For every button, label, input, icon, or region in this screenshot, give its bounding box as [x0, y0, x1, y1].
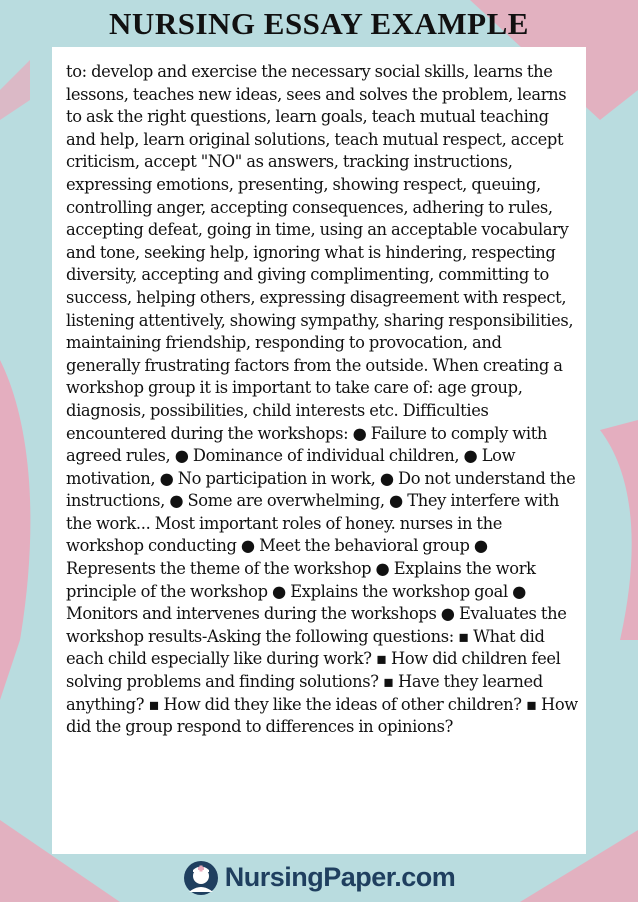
page-title: NURSING ESSAY EXAMPLE [109, 6, 529, 41]
essay-body-text: to: develop and exercise the necessary social skills, learns the lessons, teaches new ideas, sees and solves the problem, learns to ask the right questions, learn goals, teach mutual teaching and help, learn original solutions, teach mutual respect, accept criticism, accept "NO" as answers, tracking instructions, expressing emotions, presenting, showing respect, queuing, controlling anger, accepting consequences, adhering to rules, accepting defeat, going in time, using an acceptable vocabulary and tone, seeking help, ignoring what is hindering, respecting diversity, accepting and giving complimenting, committing to success, helping others, expressing disagreement with respect, listening attentively, showing sympathy, sharing responsibilities, maintaining friendship, responding to provocation, and generally frustrating factors from the outside. When creating a workshop group it is important to take care of: age group, diagnosis, possibilities, child interests etc. Difficulties encountered during the workshops: ● Failure to comply with agreed rules, ● Dominance of individual children, ● Low motivation, ● No participation in work, ● Do not understand the instructions, ● Some are overwhelming, ● They interfere with the work... Most important roles of honey. nurses in the workshop conducting ● Meet the behavioral group ● Represents the theme of the workshop ● Explains the work principle of the workshop ● Explains the workshop goal ● Monitors and intervenes during the workshops ● Evaluates the workshop results-Asking the following questions: ▪ What did each child especially like during work? ▪ How did children feel solving problems and finding solutions? ▪ Have they learned anything? ▪ How did they like the ideas of other children? ▪ How did the group respond to differences in opinions? [66, 62, 578, 737]
brand-name: NursingPaper.com [224, 862, 456, 892]
footer-brand[interactable] [0, 853, 638, 902]
essay-paper [52, 47, 586, 854]
nurse-logo-icon [183, 860, 219, 896]
